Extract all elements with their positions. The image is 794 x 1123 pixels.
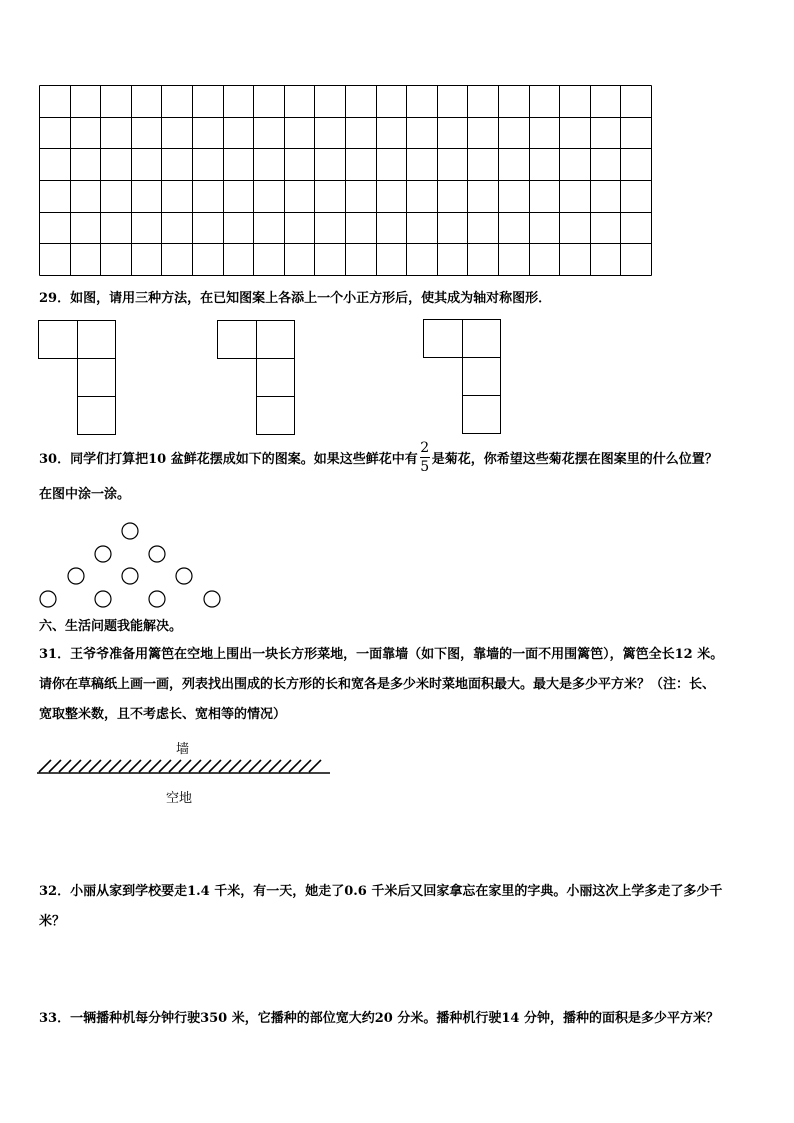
wall-hatch-line: [159, 760, 171, 772]
question-32-number: 32．: [39, 884, 71, 899]
flower-pot-circle: [95, 591, 111, 607]
wall-hatch-line: [59, 760, 71, 772]
wall-hatch-line: [289, 760, 301, 772]
wall-diagram: [37, 757, 333, 775]
question-30-number: 30．: [39, 452, 71, 467]
flower-pot-circle: [176, 568, 192, 584]
wall-label: 墙: [176, 742, 190, 757]
wall-hatch-line: [89, 760, 101, 772]
question-29-number: 29．: [39, 291, 71, 306]
question-31-line-1: [39, 647, 723, 663]
ground-label: 空地: [166, 791, 193, 806]
question-33-text: 一辆播种机每分钟行驶350 米，它播种的部位宽大约20 分米。播种机行驶14 分钟，播种的面积是多少平方米？: [70, 1011, 719, 1026]
flower-pot-circle: [40, 591, 56, 607]
question-31-number: 31．: [39, 647, 71, 662]
question-30: [39, 439, 718, 478]
flower-pot-circle: [122, 568, 138, 584]
fraction-two-fifths: [420, 441, 430, 475]
wall-hatch-line: [259, 760, 271, 772]
wall-hatch-line: [139, 760, 151, 772]
square-grid: [39, 85, 652, 277]
question-33-number: 33．: [39, 1011, 71, 1026]
flower-pot-circle: [204, 591, 220, 607]
wall-hatch-line: [309, 760, 321, 772]
l-shape-figure-2: [216, 319, 298, 437]
flower-pot-circle: [68, 568, 84, 584]
wall-hatch-line: [299, 760, 311, 772]
wall-hatch-line: [79, 760, 91, 772]
wall-hatch-line: [39, 760, 51, 772]
flower-pot-pattern: [36, 520, 226, 610]
wall-hatch-line: [129, 760, 141, 772]
question-33: [39, 1011, 719, 1027]
fraction-numerator: 2: [420, 439, 430, 456]
section-6-title: 六、生活问题我能解决。: [39, 619, 183, 634]
l-shape-figure-1: [37, 319, 119, 437]
wall-hatch-line: [149, 760, 161, 772]
wall-hatch-line: [229, 760, 241, 772]
question-31-line-2: 请你在草稿纸上画一画，列表找出围成的长方形的长和宽各是多少米时菜地面积最大。最大是多少平方米？（注：长、: [39, 677, 716, 692]
question-29-text: 如图，请用三种方法，在已知图案上各添上一个小正方形后，使其成为轴对称图形．: [70, 291, 552, 306]
wall-hatch-line: [49, 760, 61, 772]
wall-hatch-line: [209, 760, 221, 772]
l-shape-figure-3: [422, 318, 504, 436]
question-29: [39, 291, 551, 307]
question-30-text-after: 是菊花，你希望这些菊花摆在图案里的什么位置？: [431, 452, 718, 467]
wall-hatch-line: [279, 760, 291, 772]
flower-pot-circle: [149, 591, 165, 607]
wall-hatch-line: [269, 760, 281, 772]
question-31-text-1: 王爷爷准备用篱笆在空地上围出一块长方形菜地，一面靠墙（如下图，靠墙的一面不用围篱笆），篱笆全长12 米。: [70, 647, 724, 662]
question-32-line-2: 米？: [39, 914, 66, 929]
question-30-text-before: 同学们打算把10 盆鲜花摆成如下的图案。如果这些鲜花中有: [70, 452, 418, 467]
wall-hatch-line: [219, 760, 231, 772]
wall-hatch-line: [69, 760, 81, 772]
wall-hatch-line: [239, 760, 251, 772]
fraction-denominator: 5: [420, 458, 430, 475]
wall-hatch-line: [189, 760, 201, 772]
question-32-line-1: [39, 884, 722, 900]
wall-hatch-line: [199, 760, 211, 772]
question-30-line-2: 在图中涂一涂。: [39, 487, 131, 502]
wall-hatch-line: [169, 760, 181, 772]
question-32-text-1: 小丽从家到学校要走1.4 千米，有一天，她走了0.6 千米后又回家拿忘在家里的字典。小丽这次上学多走了多少千: [70, 884, 723, 899]
wall-hatch-line: [99, 760, 111, 772]
wall-hatch-line: [249, 760, 261, 772]
flower-pot-circle: [122, 523, 138, 539]
question-31-line-3: 宽取整米数，且不考虑长、宽相等的情况）: [39, 707, 287, 722]
wall-hatch-line: [119, 760, 131, 772]
wall-hatch-line: [109, 760, 121, 772]
flower-pot-circle: [95, 546, 111, 562]
flower-pot-circle: [149, 546, 165, 562]
wall-hatch-line: [179, 760, 191, 772]
